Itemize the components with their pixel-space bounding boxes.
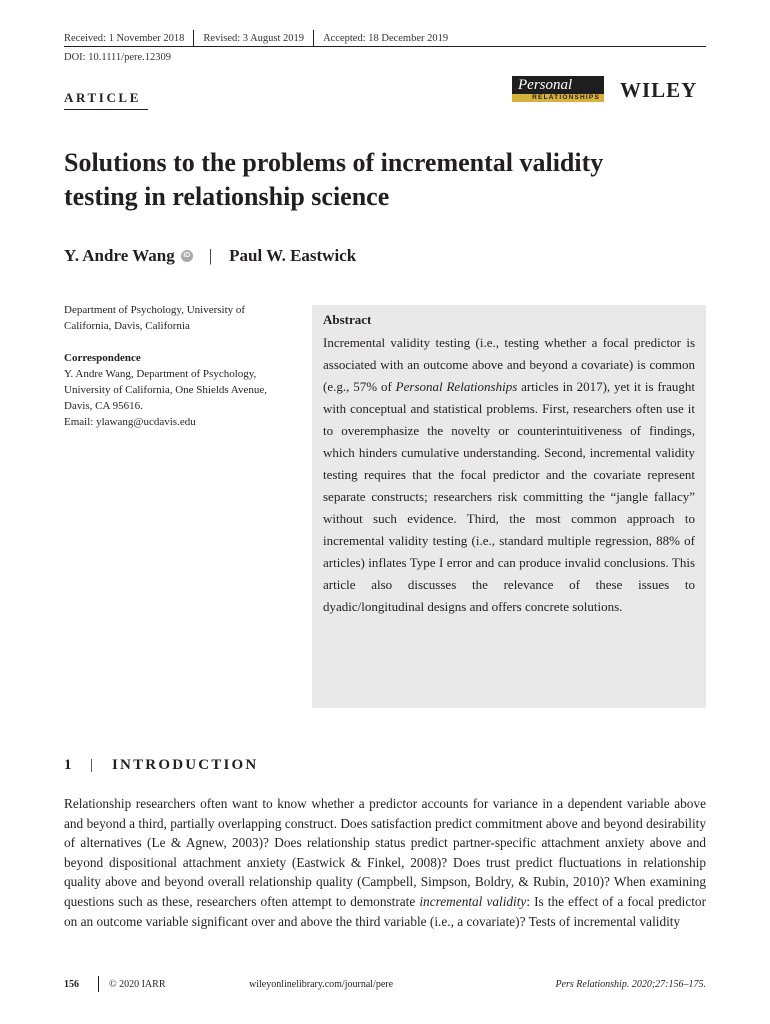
publisher-logo: WILEY xyxy=(620,78,698,102)
abstract-text-part: articles in 2017), yet it is fraught with conceptual and statistical problems. First, researchers often use it to overemphasize the novelty or counterintuitiveness of findings, which hinders cumulative understanding. Second, incremental validity testing requires that the focal predictor and the covariate represent separate constructs; researchers risk committing the “jangle fallacy” without such evidence. Third, the most common approach to incremental validity testing (i.e., standard multiple regression, 88% of articles) inflates Type I error and can produce invalid conclusions. This article also discusses the relevance of these issues to dyadic/longitudinal designs and offers concrete solutions. xyxy=(323,379,696,614)
journal-logo xyxy=(512,76,604,102)
correspondence-address: Y. Andre Wang, Department of Psychology, University of California, One Shields Avenue, Davis, CA 95616. xyxy=(64,368,267,412)
section-number: 1 xyxy=(64,757,72,773)
abstract-text-part: Incremental validity testing (i.e., testing whether a focal predictor is associated with an outcome above and beyond a covariate) is common (e.g., 57% of xyxy=(323,335,695,394)
article-title: Solutions to the problems of incremental validity testing in relationship science xyxy=(64,148,604,211)
received-date: Received: 1 November 2018 xyxy=(64,32,185,44)
author-name[interactable]: Y. Andre Wang xyxy=(64,246,175,265)
article-history xyxy=(64,30,448,46)
author-info-column xyxy=(64,302,289,430)
intro-italic-term: incremental validity xyxy=(419,893,527,909)
affiliation: Department of Psychology, University of California, Davis, California xyxy=(64,304,246,332)
journal-logo-text: Personal xyxy=(518,77,573,93)
revised-date: Revised: 3 August 2019 xyxy=(203,32,305,44)
section-title: INTRODUCTION xyxy=(112,757,259,773)
journal-url[interactable]: wileyonlinelibrary.com/journal/pere xyxy=(249,978,394,990)
history-divider xyxy=(313,30,314,46)
footer-divider xyxy=(98,976,99,992)
section-heading xyxy=(64,757,258,774)
copyright: © 2020 IARR xyxy=(109,978,166,990)
accepted-date: Accepted: 18 December 2019 xyxy=(323,32,449,44)
page-footer xyxy=(64,976,706,992)
history-divider xyxy=(193,30,194,46)
doi[interactable]: DOI: 10.1111/pere.12309 xyxy=(64,52,172,63)
article-label-rule xyxy=(64,109,148,110)
journal-logo-subtext: RELATIONSHIPS xyxy=(512,94,604,102)
abstract-box xyxy=(312,305,706,708)
abstract-heading: Abstract xyxy=(323,312,372,327)
abstract-text xyxy=(323,332,695,618)
intro-text-part: Relationship researchers often want to know whether a predictor accounts for variance in a dependent variable above and beyond a third, partially overlapping construct. Does satisfaction predict commitment above and beyond desirability of alternatives (Le & Agnew, 2003)? Does relationship status predict partner-specific attachment anxiety above and beyond dispositional attachment anxiety (Eastwick & Finkel, 2008)? Does trust predict fluctuations in relationship quality above and beyond overall relationship quality (Campbell, Simpson, Boldry, & Rubin, 2010)? When examining questions such as these, researchers often attempt to demonstrate xyxy=(64,796,706,909)
page-number: 156 xyxy=(64,978,79,990)
intro-text-part: : Is the effect of a focal predictor on an outcome variable significant over and above the third variable (i.e., a covariate)? Tests of incremental validity xyxy=(64,893,706,929)
author-name[interactable]: Paul W. Eastwick xyxy=(229,246,357,265)
section-separator: | xyxy=(90,757,94,773)
correspondence-email[interactable]: Email: ylawang@ucdavis.edu xyxy=(64,416,196,428)
article-type-label: ARTICLE xyxy=(64,90,141,105)
citation: Pers Relationship. 2020;27:156–175. xyxy=(555,978,706,990)
author-separator: | xyxy=(208,246,213,265)
author-list xyxy=(64,246,356,266)
correspondence-heading: Correspondence xyxy=(64,352,141,364)
journal-name-italic: Personal Relationships xyxy=(395,379,518,394)
orcid-icon[interactable]: iD xyxy=(181,250,193,262)
introduction-paragraph xyxy=(64,794,706,931)
header-rule xyxy=(64,46,706,47)
